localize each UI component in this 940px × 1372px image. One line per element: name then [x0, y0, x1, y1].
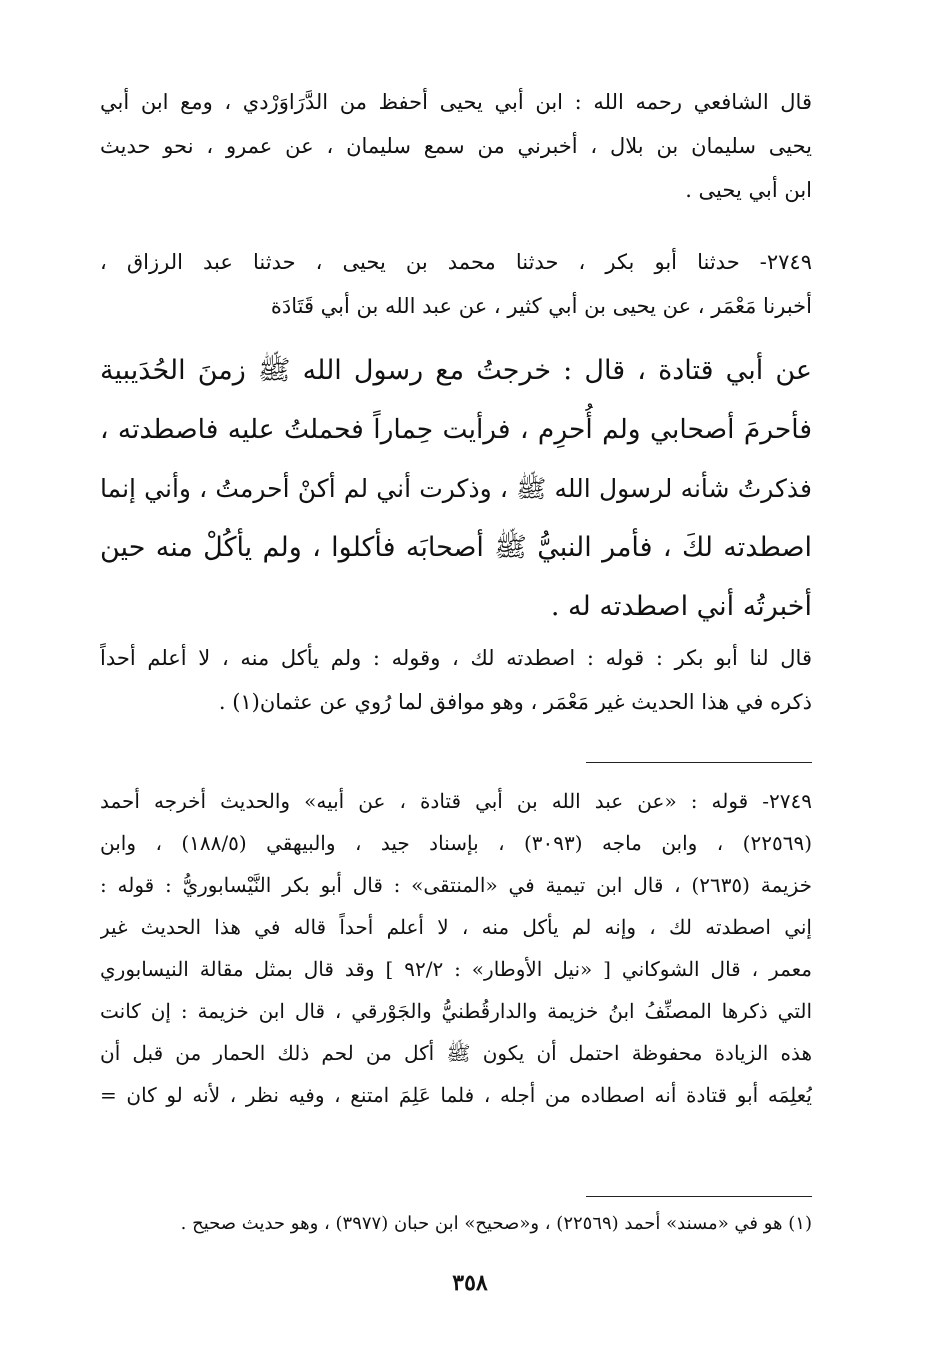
text-line: فأحرمَ أصحابي ولم أُحرِم ، فرأيت حِماراً فحملتُ عليه فاصطدته ،	[100, 414, 812, 445]
text-line: أخبرتُه أني اصطدته له .	[550, 591, 812, 622]
text-line: (١) هو في «مسند» أحمد (٢٢٥٦٩) ، و«صحيح» ابن حبان (٣٩٧٧) ، وهو حديث صحيح .	[180, 1213, 812, 1234]
text-line: أخبرنا مَعْمَر ، عن يحيى بن أبي كثير ، عن عبد الله بن أبي قَتَادَة	[270, 294, 812, 318]
text-line: قال الشافعي رحمه الله : ابن أبي يحيى أحفظ من الدَّرَاوَرْدي ، ومع ابن أبي	[100, 90, 812, 114]
text-line: فذكرتُ شأنه لرسول الله ﷺ ، وذكرت أني لم أكنْ أحرمتُ ، وأني إنما	[100, 474, 812, 503]
shafii-paragraph	[100, 80, 812, 212]
text-line: إني اصطدته لك ، وإنه لم يأكل منه ، لا أعلم أحداً قاله في هذا الحديث غير	[100, 915, 812, 939]
footnote-separator	[586, 1196, 812, 1197]
hadith-commentary	[100, 780, 812, 1116]
page-number: ٣٥٨	[452, 1270, 488, 1296]
text-line: يُعلِمَه أبو قتادة أنه اصطاده من أجله ، فلما عَلِمَ امتنع ، وفيه نظر ، لأنه لو كان =	[100, 1083, 812, 1107]
text-line: قال لنا أبو بكر : قوله : اصطدته لك ، وقوله : ولم يأكل منه ، لا أعلم أحداً	[100, 646, 812, 670]
text-line: ٢٧٤٩- قوله : «عن عبد الله بن أبي قتادة ، عن أبيه» والحديث أخرجه أحمد	[100, 789, 812, 813]
text-line: هذه الزيادة محفوظة احتمل أن يكون ﷺ أكل من لحم ذلك الحمار من قبل أن	[100, 1041, 812, 1065]
text-line: (٢٢٥٦٩) ، وابن ماجه (٣٠٩٣) ، بإسناد جيد ، والبيهقي (١٨٨/٥) ، وابن	[100, 831, 812, 855]
footnote	[100, 1207, 812, 1241]
text-line: عن أبي قتادة ، قال : خرجتُ مع رسول الله ﷺ زمنَ الحُدَيبية	[100, 355, 812, 386]
text-line: اصطدته لكَ ، فأمر النبيُّ ﷺ أصحابَه فأكلوا ، ولم يأكُلْ منه حين	[100, 532, 812, 563]
text-line: يحيى سليمان بن بلال ، أخبرني من سمع سليمان ، عن عمرو ، نحو حديث	[100, 134, 812, 158]
text-line: معمر ، قال الشوكاني [ «نيل الأوطار» : ٩٢/٢ ] وقد قال بمثل مقالة النيسابوري	[100, 957, 812, 981]
separator-line	[586, 762, 812, 763]
text-line: ٢٧٤٩- حدثنا أبو بكر ، حدثنا محمد بن يحيى ، حدثنا عبد الرزاق ،	[100, 250, 812, 274]
hadith-matn	[100, 341, 812, 636]
abu-bakr-comment	[100, 636, 812, 724]
text-line: ذكره في هذا الحديث غير مَعْمَر ، وهو موافق لما رُوي عن عثمان(١) .	[218, 690, 812, 714]
hadith-isnad	[100, 240, 812, 328]
text-line: خزيمة (٢٦٣٥) ، قال ابن تيمية في «المنتقى» : قال أبو بكر النَّيْسابوريُّ : قوله :	[100, 873, 812, 897]
text-line: ابن أبي يحيى .	[685, 178, 812, 202]
text-line: التي ذكرها المصنِّفُ ابنُ خزيمة والدارقُطنيُّ والجَوْرقي ، قال ابن خزيمة : إن كانت	[100, 999, 812, 1023]
